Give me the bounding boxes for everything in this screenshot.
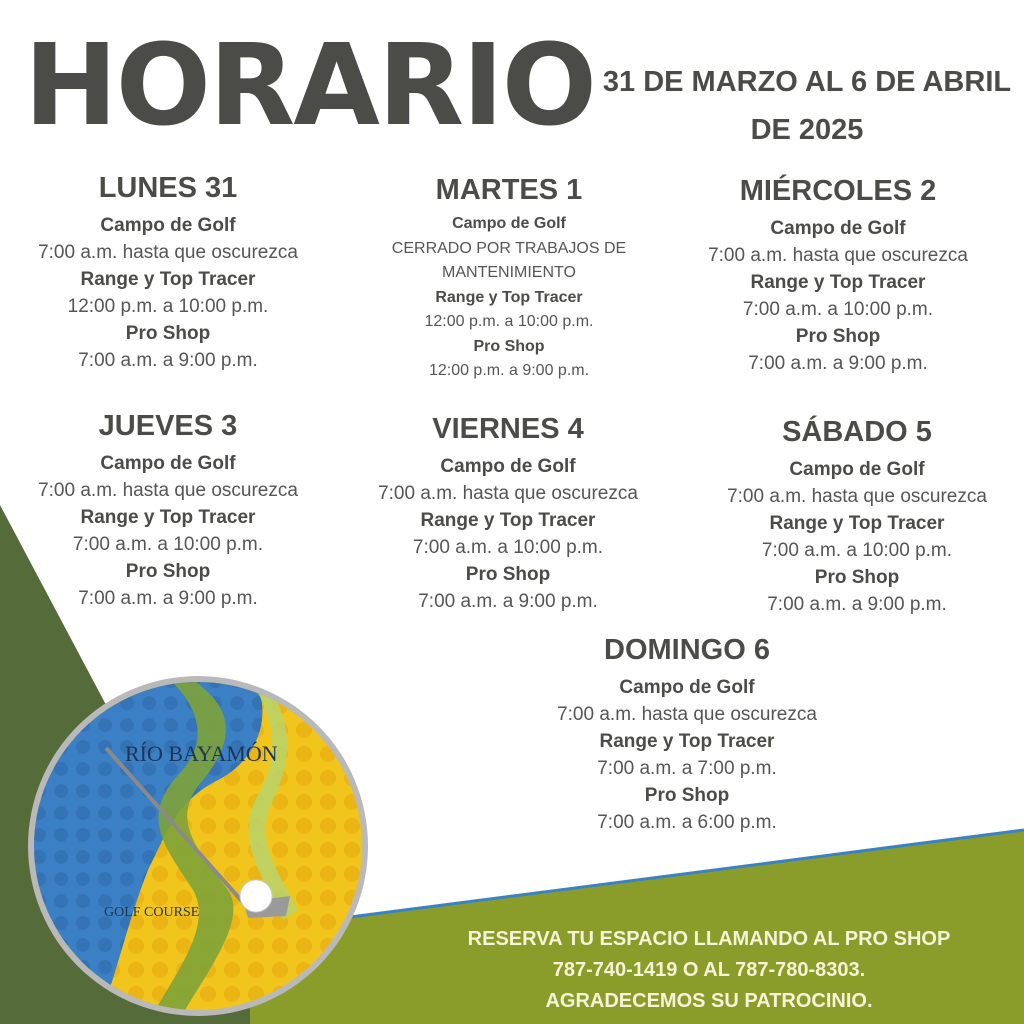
logo-subtitle: GOLF COURSE <box>104 905 200 920</box>
pro-shop-hours: 12:00 p.m. a 9:00 p.m. <box>428 362 590 379</box>
range-hours: 12:00 p.m. a 10:00 p.m. <box>424 313 594 330</box>
range-hours: 7:00 a.m. a 10:00 p.m. <box>742 299 934 320</box>
pro-shop-label: Pro Shop <box>644 785 730 806</box>
range-label: Range y Top Tracer <box>80 269 256 290</box>
day-block-jueves <box>38 408 298 612</box>
pro-shop-label: Pro Shop <box>473 337 545 355</box>
footer-line-1: RESERVA TU ESPACIO LLAMANDO AL PRO SHOP <box>467 928 951 950</box>
golf-course-label: Campo de Golf <box>452 215 566 232</box>
day-block-miercoles <box>708 173 968 377</box>
logo-title: RÍO BAYAMÓN <box>125 741 278 766</box>
date-range-line-2: DE 2025 <box>750 114 864 146</box>
golf-course-hours: 7:00 a.m. hasta que oscurezca <box>557 704 817 725</box>
range-label: Range y Top Tracer <box>80 507 256 528</box>
pro-shop-label: Pro Shop <box>814 567 900 588</box>
golf-course-label: Campo de Golf <box>619 677 755 698</box>
day-name: VIERNES 4 <box>432 413 584 445</box>
day-name: LUNES 31 <box>98 172 238 204</box>
footer-line-3: AGRADECEMOS SU PATROCINIO. <box>545 990 873 1012</box>
range-hours: 7:00 a.m. a 10:00 p.m. <box>72 534 264 555</box>
range-hours: 7:00 a.m. a 10:00 p.m. <box>412 537 604 558</box>
range-hours: 7:00 a.m. a 10:00 p.m. <box>761 540 953 561</box>
pro-shop-hours: 7:00 a.m. a 9:00 p.m. <box>418 591 598 612</box>
pro-shop-hours: 7:00 a.m. a 9:00 p.m. <box>78 588 258 609</box>
footer-phone-numbers: 787-740-1419 O AL 787-780-8303. <box>552 959 866 981</box>
golf-course-hours: 7:00 a.m. hasta que oscurezca <box>38 242 298 263</box>
pro-shop-hours: 7:00 a.m. a 9:00 p.m. <box>748 353 928 374</box>
golf-course-label: Campo de Golf <box>440 456 576 477</box>
golf-course-label: Campo de Golf <box>100 453 236 474</box>
range-hours: 12:00 p.m. a 10:00 p.m. <box>67 296 269 317</box>
date-range-line-1: 31 DE MARZO AL 6 DE ABRIL <box>602 66 1012 98</box>
day-block-lunes <box>38 170 298 374</box>
day-name: SÁBADO 5 <box>782 416 932 448</box>
date-range <box>590 58 1024 154</box>
pro-shop-label: Pro Shop <box>465 564 551 585</box>
range-label: Range y Top Tracer <box>750 272 926 293</box>
day-name: DOMINGO 6 <box>604 634 770 666</box>
golf-course-label: Campo de Golf <box>770 218 906 239</box>
range-label: Range y Top Tracer <box>435 288 583 306</box>
day-name: JUEVES 3 <box>98 410 238 442</box>
golf-course-hours: 7:00 a.m. hasta que oscurezca <box>727 486 987 507</box>
rio-bayamon-logo <box>28 670 368 1022</box>
reservation-footer <box>420 924 998 1017</box>
day-name: MARTES 1 <box>435 174 583 206</box>
golf-course-status-line-1: CERRADO POR TRABAJOS DE <box>391 239 627 257</box>
day-block-martes <box>392 172 626 384</box>
pro-shop-hours: 7:00 a.m. a 9:00 p.m. <box>78 350 258 371</box>
golf-course-hours: 7:00 a.m. hasta que oscurezca <box>38 480 298 501</box>
pro-shop-hours: 7:00 a.m. a 9:00 p.m. <box>767 594 947 615</box>
golf-course-label: Campo de Golf <box>789 459 925 480</box>
range-hours: 7:00 a.m. a 7:00 p.m. <box>597 758 777 779</box>
day-block-viernes <box>378 411 638 615</box>
pro-shop-label: Pro Shop <box>795 326 881 347</box>
range-label: Range y Top Tracer <box>769 513 945 534</box>
range-label: Range y Top Tracer <box>599 731 775 752</box>
day-name: MIÉRCOLES 2 <box>739 175 937 207</box>
pro-shop-hours: 7:00 a.m. a 6:00 p.m. <box>597 812 777 833</box>
golf-course-status-line-2: MANTENIMIENTO <box>442 264 576 281</box>
page-title: HORARIO <box>24 21 595 151</box>
pro-shop-label: Pro Shop <box>125 323 211 344</box>
day-block-sabado <box>727 414 987 618</box>
golf-course-label: Campo de Golf <box>100 215 236 236</box>
golf-course-hours: 7:00 a.m. hasta que oscurezca <box>708 245 968 266</box>
golf-course-hours: 7:00 a.m. hasta que oscurezca <box>378 483 638 504</box>
day-block-domingo <box>557 632 817 836</box>
pro-shop-label: Pro Shop <box>125 561 211 582</box>
range-label: Range y Top Tracer <box>420 510 596 531</box>
